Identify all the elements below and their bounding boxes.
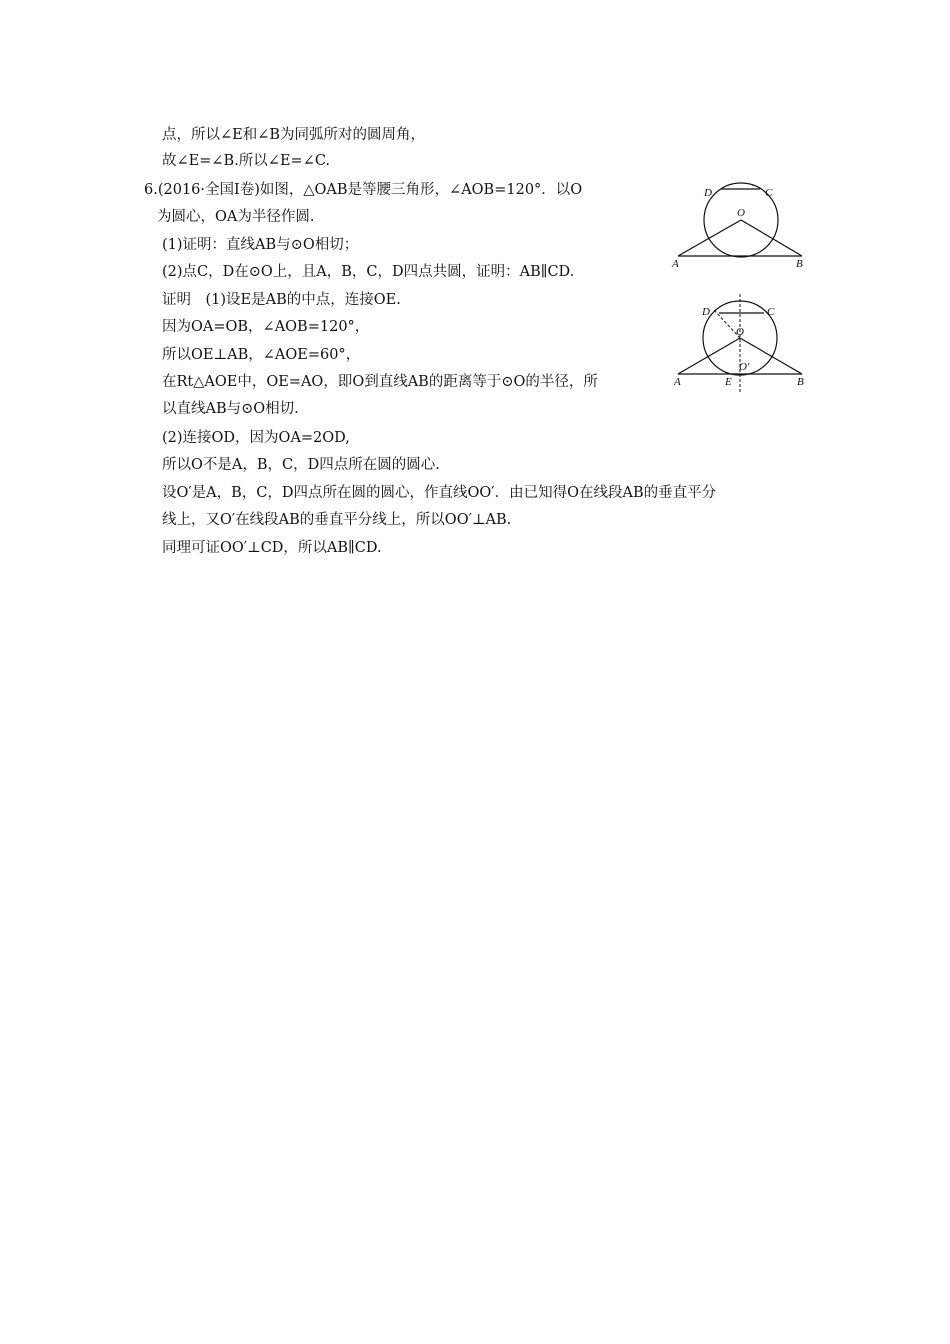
label-d: D [702, 306, 710, 318]
problem-6-line-2: 为圆心，OA为半径作圆. [157, 209, 315, 225]
label-b: B [797, 376, 804, 388]
segment-ob [741, 220, 802, 256]
figure-2-diagram [668, 290, 818, 394]
proof-line-9: 线上，又O′在线段AB的垂直平分线上，所以OO′⊥AB. [162, 512, 512, 528]
label-o: O [736, 326, 744, 338]
proof-line-7: 所以O不是A，B，C，D四点所在圆的圆心. [162, 457, 440, 473]
proof-line-1: 证明 (1)设E是AB的中点，连接OE. [162, 292, 401, 308]
label-c: C [767, 306, 775, 318]
segment-oa [678, 220, 741, 256]
text-line-1: 点，所以∠E和∠B为同弧所对的圆周角， [162, 127, 426, 143]
figure-1-diagram [668, 178, 818, 272]
proof-line-5: 以直线AB与⊙O相切. [162, 401, 299, 417]
label-b: B [796, 258, 803, 270]
proof-line-8: 设O′是A，B，C，D四点所在圆的圆心，作直线OO′．由已知得O在线段AB的垂直平分 [162, 485, 717, 501]
problem-6-part-2: (2)点C，D在⊙O上，且A，B，C，D四点共圆，证明：AB∥CD. [162, 264, 575, 280]
problem-6-part-1: (1)证明：直线AB与⊙O相切； [162, 237, 359, 253]
label-a: A [672, 258, 679, 270]
label-o: O [737, 207, 745, 219]
proof-line-6: (2)连接OD，因为OA=2OD, [162, 430, 350, 446]
label-c: C [765, 187, 773, 199]
proof-line-10: 同理可证OO′⊥CD，所以AB∥CD. [162, 540, 382, 556]
label-d: D [704, 187, 712, 199]
proof-line-3: 所以OE⊥AB，∠AOE=60°， [162, 347, 361, 363]
proof-line-2: 因为OA=OB，∠AOB=120°， [162, 319, 370, 335]
segment-oa [678, 338, 740, 374]
label-o-prime: O′ [739, 361, 750, 373]
label-a: A [674, 376, 681, 388]
label-e: E [725, 376, 732, 388]
problem-6-line-1: 6.(2016·全国Ⅰ卷)如图，△OAB是等腰三角形，∠AOB=120°．以O [144, 182, 583, 198]
text-line-2: 故∠E=∠B.所以∠E=∠C. [162, 153, 331, 169]
proof-line-4: 在Rt△AOE中，OE=AO，即O到直线AB的距离等于⊙O的半径，所 [162, 374, 598, 390]
